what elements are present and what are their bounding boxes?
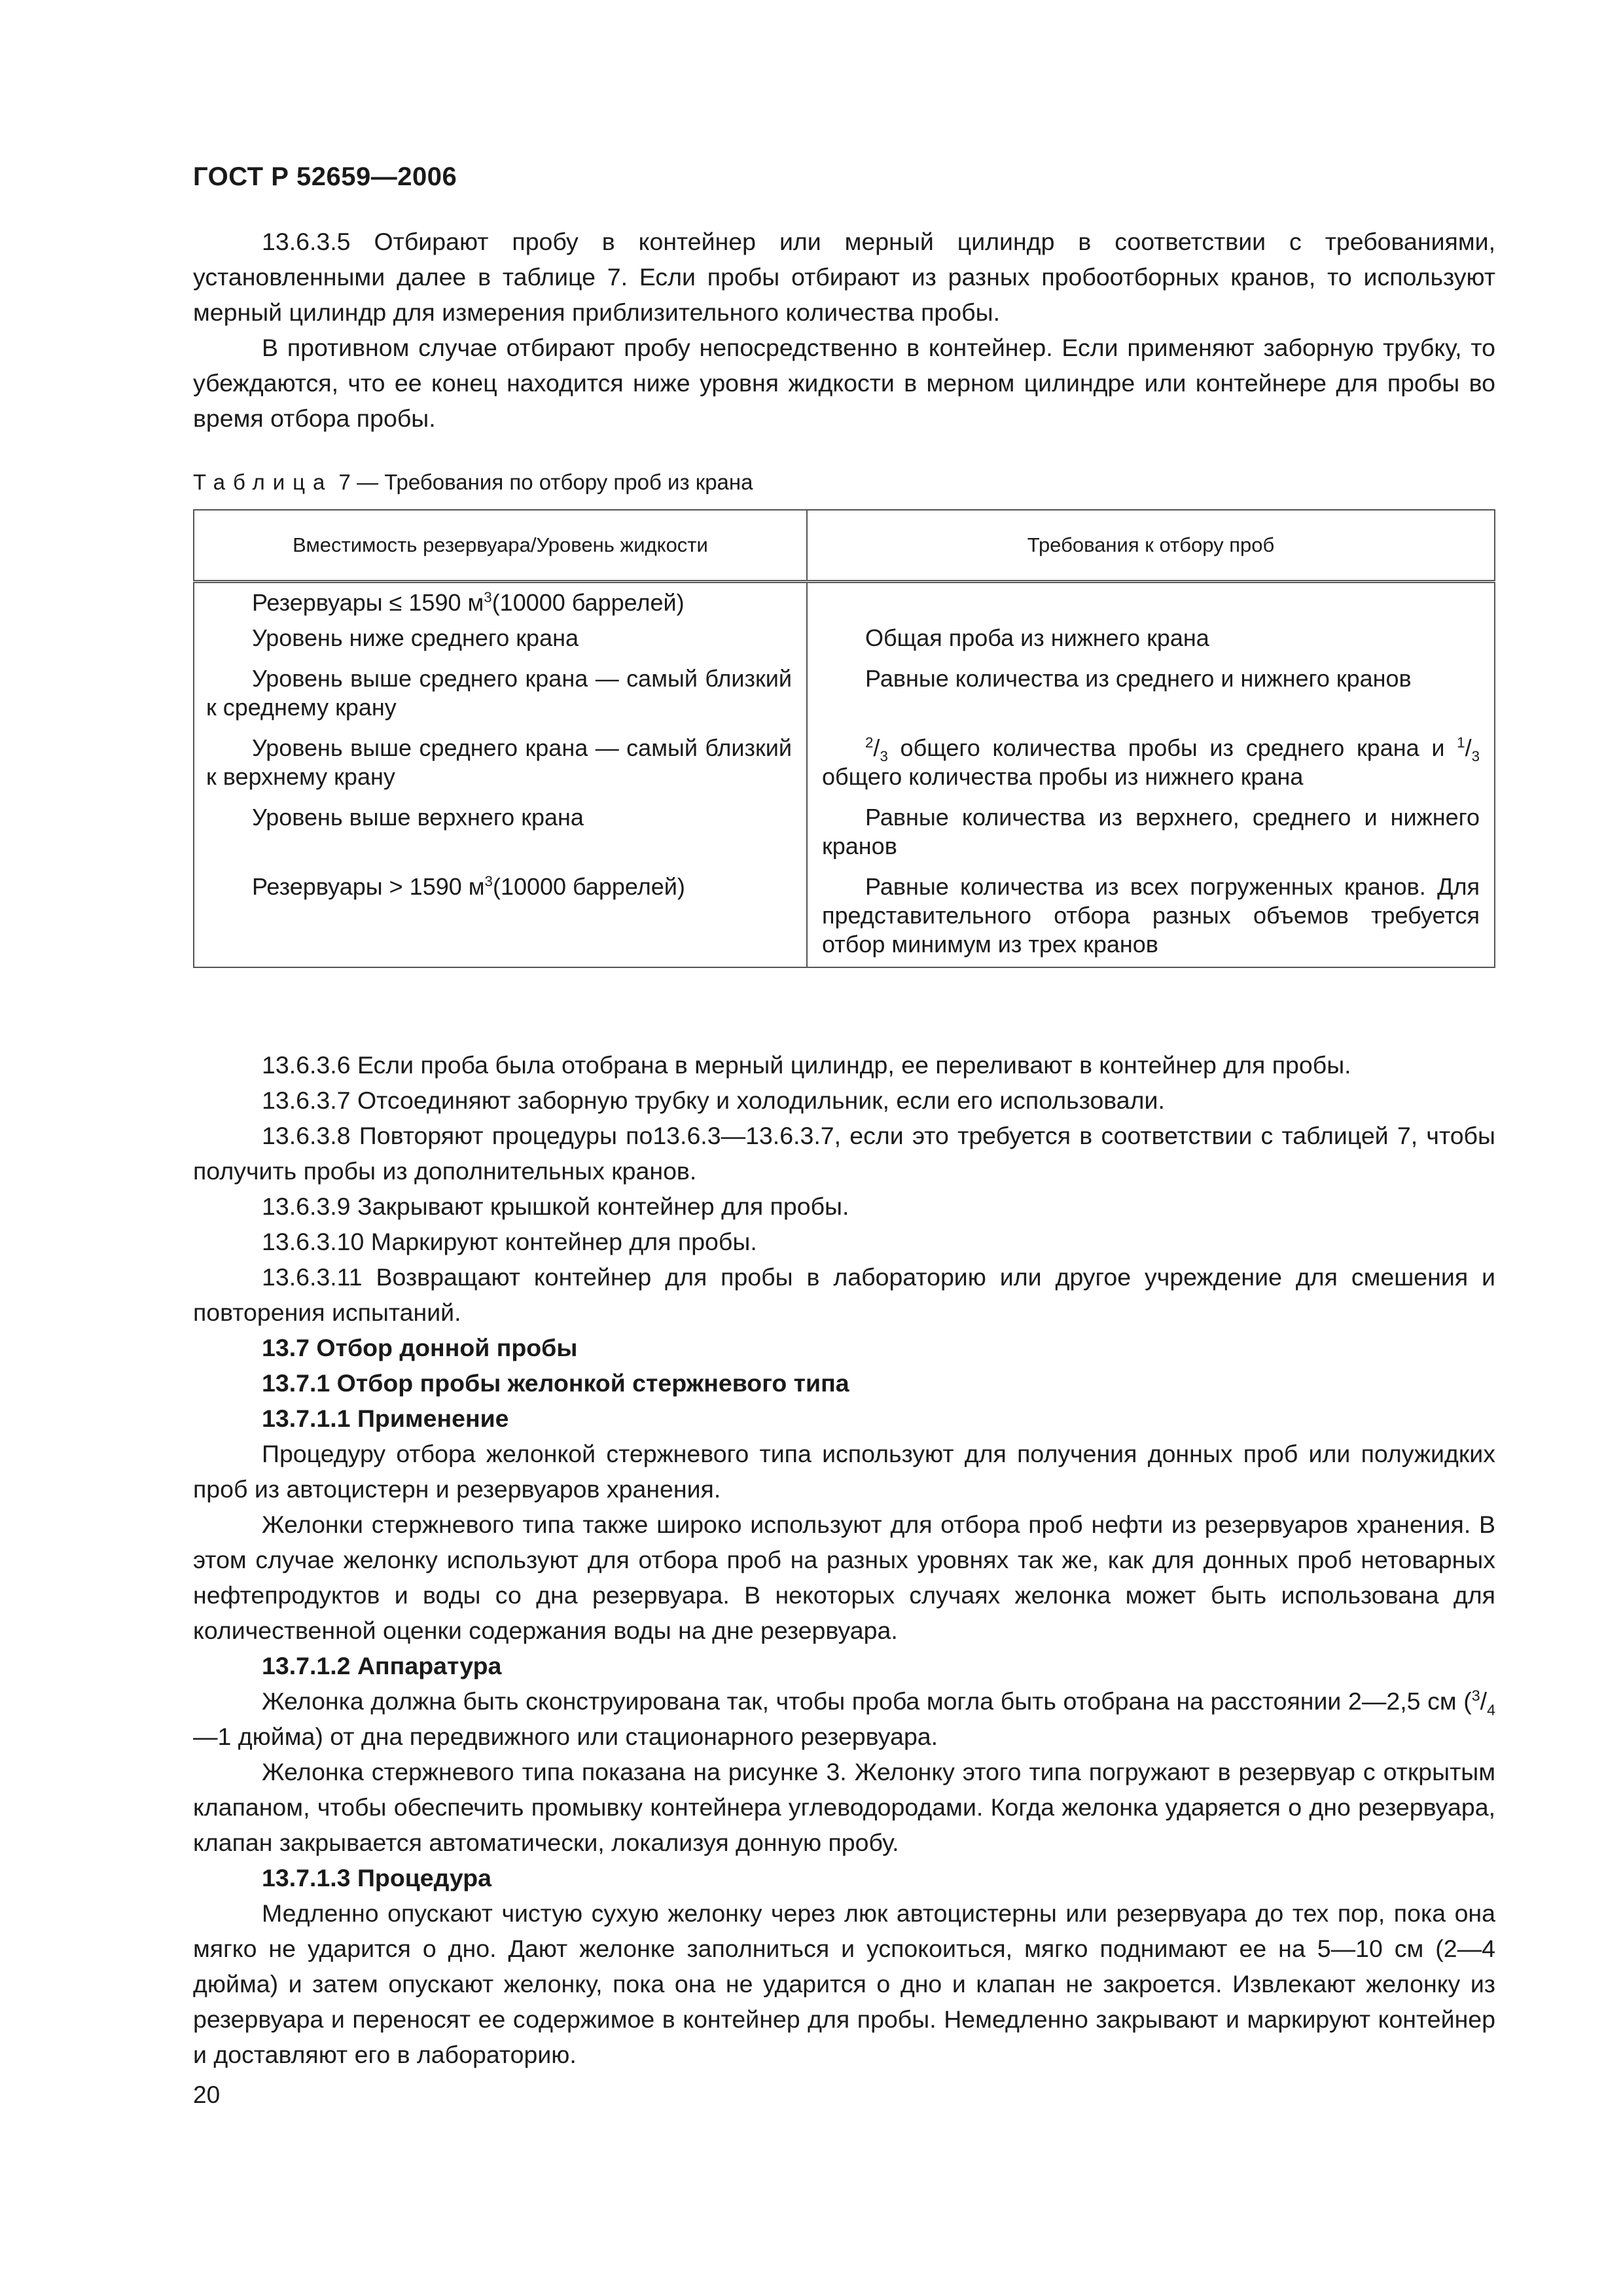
cell-sup: 1 — [1457, 734, 1465, 751]
document-header: ГОСТ Р 52659—2006 — [193, 162, 457, 191]
paragraph-13635: 13.6.3.5 Отбирают пробу в контейнер или мерный цилиндр в соответствии с требованиями, установленными далее в таблице 7. Если пробы отбирают из разных пробоотборных кранов, то используют мерный цилиндр для измерения приблизительного количества пробы. — [193, 228, 1495, 326]
paragraph-apparatus-1: Желонка должна быть сконструирована так, чтобы проба могла быть отобрана на расстоянии 2—2,5 см ($^3/_4—1$ дюйма) от дна передвижного или стационарного резервуара. — [193, 1687, 1495, 1750]
cell-text: (10000 баррелей) — [491, 589, 685, 616]
table-caption — [193, 469, 753, 495]
table-cell — [807, 582, 1495, 660]
paragraph-13639: 13.6.3.9 Закрывают крышкой контейнер для пробы. — [262, 1193, 849, 1220]
cell-sup: 3 — [484, 873, 493, 889]
paragraph-13638: 13.6.3.8 Повторяют процедуры по13.6.3—13.6.3.7, если это требуется в соответствии с таблицей 7, чтобы получить пробы из дополнительных кранов. — [193, 1122, 1495, 1185]
requirements-table — [193, 509, 1495, 968]
fraction-sup: 3 — [1471, 1687, 1480, 1704]
column-header-requirements: Требования к отбору проб — [807, 510, 1495, 582]
table-caption-word: Таблица — [193, 470, 333, 494]
paragraph-application-2: Желонки стержневого типа также широко используют для отбора проб нефти из резервуаров хранения. В этом случае желонку используют для отбора проб на разных уровнях так же, как для донных проб нетоварных нефтепродуктов и воды со дна резервуара. В некоторых случаях желонка может быть использована для количественной оценки содержания воды на дне резервуара. — [193, 1511, 1495, 1644]
cell-text: общего количества пробы из нижнего крана — [822, 763, 1304, 790]
cell-text: Равные количества из всех погруженных кранов. Для представительного отбора разных объемов требуется отбор минимум из трех кранов — [822, 873, 1480, 958]
paragraph-application-1: Процедуру отбора желонкой стержневого типа используют для получения донных проб или полужидких проб из автоцистерн и резервуаров хранения. — [193, 1440, 1495, 1503]
cell-text: Резервуары > 1590 м — [252, 873, 485, 900]
cell-sup: 3 — [484, 589, 492, 605]
cell-text: общего количества пробы из среднего крана и — [887, 734, 1457, 761]
table-row — [194, 582, 1495, 660]
table-cell: $^2/_3$ общего количества пробы из среднего крана и $^1/_3$ общего количества пробы из нижнего крана — [807, 728, 1495, 798]
page-number: 20 — [193, 2081, 221, 2108]
cell-text: Резервуары ≤ 1590 м — [252, 589, 484, 616]
cell-text: Уровень ниже среднего крана — [252, 624, 579, 651]
paragraph-13635-cont: В противном случае отбирают пробу непосредственно в контейнер. Если применяют заборную трубку, то убеждаются, что ее конец находится ниже уровня жидкости в мерном цилиндре или контейнере для пробы во время отбора пробы. — [193, 334, 1495, 432]
table-header-row — [194, 510, 1495, 582]
fraction-sub: 4 — [1487, 1701, 1495, 1719]
heading-13712: 13.7.1.2 Аппаратура — [262, 1652, 502, 1679]
heading-137: 13.7 Отбор донной пробы — [262, 1334, 578, 1361]
table-cell — [194, 728, 807, 798]
heading-1371: 13.7.1 Отбор пробы желонкой стержневого типа — [262, 1369, 849, 1397]
cell-text: Уровень выше верхнего крана — [252, 804, 584, 831]
cell-text: Уровень выше среднего крана — самый близкий к верхнему крану — [206, 734, 792, 790]
table-cell — [807, 659, 1495, 728]
table-cell — [194, 798, 807, 867]
cell-text: Равные количества из верхнего, среднего и нижнего кранов — [822, 804, 1480, 859]
table-cell — [194, 582, 807, 660]
cell-text: Равные количества из среднего и нижнего кранов — [865, 665, 1412, 692]
paragraph-text: Желонка должна быть сконструирована так, чтобы проба могла быть отобрана на расстоянии 2—2,5 см ( — [262, 1687, 1472, 1715]
table-row — [194, 728, 1495, 798]
table-cell — [194, 659, 807, 728]
section-after-table — [193, 1047, 1495, 2072]
cell-sub: 3 — [1471, 748, 1480, 765]
paragraph-13636: 13.6.3.6 Если проба была отобрана в мерный цилиндр, ее переливают в контейнер для пробы. — [262, 1051, 1351, 1079]
table-row — [194, 867, 1495, 967]
cell-sub: 3 — [880, 748, 888, 765]
heading-13711: 13.7.1.1 Применение — [262, 1405, 509, 1432]
table-cell — [807, 798, 1495, 867]
cell-text: (10000 баррелей) — [492, 873, 685, 900]
section-13635 — [193, 224, 1495, 436]
table-row — [194, 659, 1495, 728]
paragraph-apparatus-2: Желонка стержневого типа показана на рисунке 3. Желонку этого типа погружают в резервуар с открытым клапаном, чтобы обеспечить промывку контейнера углеводородами. Когда желонка ударяется о дно резервуара, клапан закрывается автоматически, локализуя донную пробу. — [193, 1758, 1495, 1856]
cell-text: Уровень выше среднего крана — самый близкий к среднему крану — [206, 665, 792, 721]
paragraph-text: —1 дюйма) от дна передвижного или стационарного резервуара. — [193, 1723, 938, 1750]
table-cell — [807, 867, 1495, 967]
table-cell — [194, 867, 807, 967]
cell-sup: 2 — [865, 734, 874, 751]
paragraph-13637: 13.6.3.7 Отсоединяют заборную трубку и холодильник, если его использовали. — [262, 1086, 1165, 1114]
table-row — [194, 798, 1495, 867]
paragraph-procedure: Медленно опускают чистую сухую желонку через люк автоцистерны или резервуара до тех пор, пока она мягко не ударится о дно. Дают желонке заполниться и успокоиться, мягко поднимают ее на 5—10 см (2—4 дюйма) и затем опускают желонку, пока она не ударится о дно и клапан не закроется. Извлекают желонку из резервуара и переносят ее содержимое в контейнер для пробы. Немедленно закрывают и маркируют контейнер и доставляют его в лабораторию. — [193, 1899, 1495, 2068]
column-header-capacity: Вместимость резервуара/Уровень жидкости — [194, 510, 807, 582]
paragraph-136311: 13.6.3.11 Возвращают контейнер для пробы в лабораторию или другое учреждение для смешения и повторения испытаний. — [193, 1263, 1495, 1326]
heading-13713: 13.7.1.3 Процедура — [262, 1864, 492, 1892]
paragraph-136310: 13.6.3.10 Маркируют контейнер для пробы. — [262, 1228, 757, 1255]
table-caption-text: 7 — Требования по отбору проб из крана — [332, 470, 753, 494]
cell-text: Общая проба из нижнего крана — [865, 624, 1209, 651]
